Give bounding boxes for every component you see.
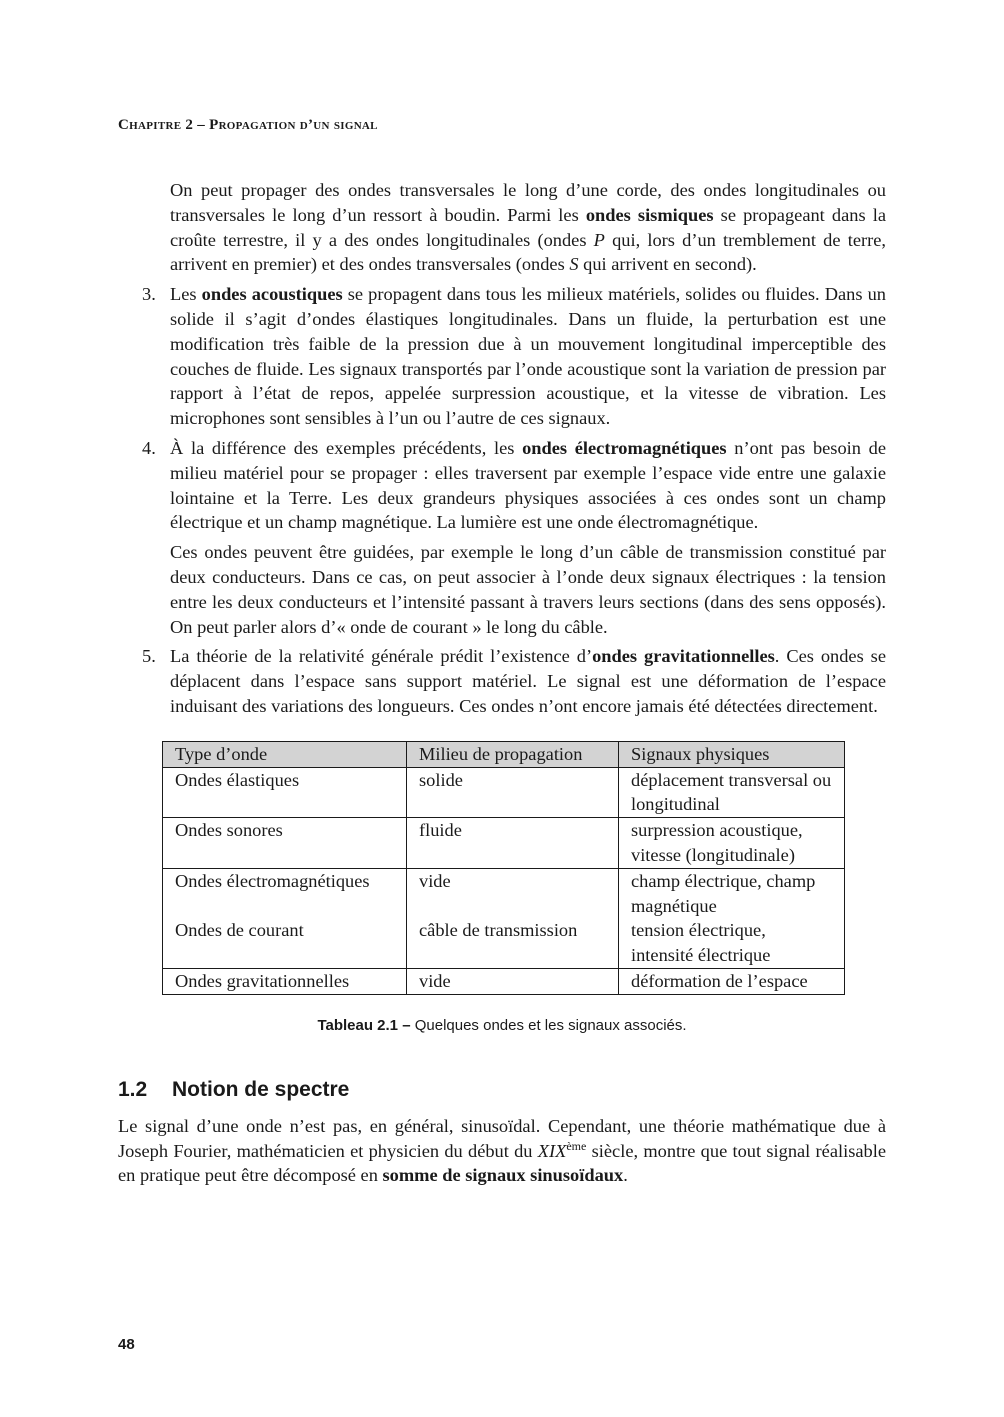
table-cell: surpression acoustique, vitesse (longitudinale) <box>619 818 845 869</box>
table-header-row <box>163 741 845 767</box>
waves-table <box>162 741 845 995</box>
page-number: 48 <box>118 1336 135 1353</box>
table-row <box>163 767 845 818</box>
item-number: 5. <box>142 646 156 667</box>
table-header-cell: Signaux physiques <box>619 741 845 767</box>
list-item-3 <box>142 282 886 431</box>
item-3-text: Les ondes acoustiques se propagent dans tous les milieux matériels, solides ou fluides. Dans un solide il s’agit d’ondes élastiques longitudinales. Dans un fluide, la perturbation est une modification très faible de la pression due à un mouvement longitudinal imperceptible des couches de fluide. Les signaux transportés par l’onde acoustique sont la variation de pression par rapport à l’état de repos, appelée surpression acoustique, et la vitesse de vibration. Les microphones sont sensibles à l’un ou l’autre de ces signaux. <box>170 284 886 429</box>
table-cell: déformation de l’espace <box>619 968 845 994</box>
table-cell <box>619 868 845 968</box>
item-5-text: La théorie de la relativité générale prédit l’existence d’ondes gravitationnelles. Ces ondes se déplacent dans l’espace sans support matériel. Le signal est une déformation de l’espace induisant des variations des longueurs. Ces ondes n’ont encore jamais été détectées directement. <box>170 646 887 716</box>
cell-line: tension électrique, intensité électrique <box>631 920 771 966</box>
section-heading: 1.2 Notion de spectre <box>118 1077 350 1101</box>
item-number: 4. <box>142 437 156 458</box>
intro-paragraph: On peut propager des ondes transversales le long d’une corde, des ondes longitudinales ou transversales le long d’un ressort à boudin. Parmi les ondes sismiques se propageant dans la croûte terrestre, il y a des ondes longitudinales (ondes P qui, lors d’un tremblement de terre, arrivent en premier) et des ondes transversales (ondes S qui arrivent en second). <box>170 180 886 275</box>
table-header-cell: Type d’onde <box>163 741 407 767</box>
table-caption: Tableau 2.1 – Quelques ondes et les signaux associés. <box>317 1016 687 1034</box>
list-item-5 <box>142 644 887 718</box>
table-header-cell: Milieu de propagation <box>407 741 619 767</box>
cell-line: Ondes de courant <box>175 920 304 941</box>
table-cell <box>407 868 619 968</box>
table-row <box>163 818 845 869</box>
item-4-paragraph-2: Ces ondes peuvent être guidées, par exemple le long d’un câble de transmission constitué par deux conducteurs. Dans ce cas, on peut associer à l’onde deux signaux électriques : la tension entre les deux conducteurs et l’intensité passant à travers leurs sections (dans des sens opposés). On peut parler alors d’« onde de courant » le long du câble. <box>170 542 886 637</box>
cell-line: champ électrique, champ magnétique <box>631 870 816 916</box>
table-cell: vide <box>407 968 619 994</box>
table-row <box>163 868 845 968</box>
table-cell: Ondes élastiques <box>163 767 407 818</box>
running-head: Chapitre 2 – Propagation d’un signal <box>118 117 378 133</box>
cell-line: vide <box>419 870 451 891</box>
table-cell: déplacement transversal ou longitudinal <box>619 767 845 818</box>
section-paragraph: Le signal d’une onde n’est pas, en général, sinusoïdal. Cependant, une théorie mathématique due à Joseph Fourier, mathématicien et physicien du début du XIXème siècle, montre que tout signal réalisable en pratique peut être décomposé en somme de signaux sinusoïdaux. <box>118 1115 886 1186</box>
table-row <box>163 968 845 994</box>
table-cell: solide <box>407 767 619 818</box>
table-cell: fluide <box>407 818 619 869</box>
page-body <box>118 178 886 1188</box>
item-4-text: À la différence des exemples précédents, les ondes électromagnétiques n’ont pas besoin de milieu matériel pour se propager : elles traversent par exemple l’espace vide entre une galaxie lointaine et la Terre. Les deux grandeurs physiques associées à ces ondes sont un champ électrique et un champ magnétique. La lumière est une onde électromagnétique. <box>170 437 886 533</box>
table-cell <box>163 868 407 968</box>
cell-line: câble de transmission <box>419 920 578 941</box>
cell-line: Ondes électromagnétiques <box>175 870 370 891</box>
list-item-4 <box>142 436 886 639</box>
item-number: 3. <box>142 284 156 305</box>
table-cell: Ondes sonores <box>163 818 407 869</box>
table-cell: Ondes gravitationnelles <box>163 968 407 994</box>
